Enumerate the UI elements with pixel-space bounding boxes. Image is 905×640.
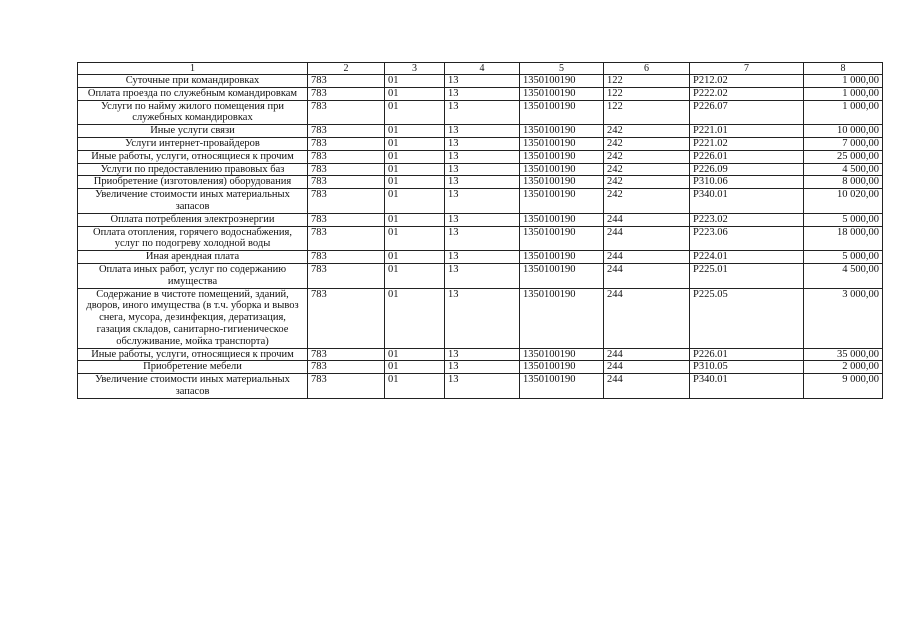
section-code-cell: 01 xyxy=(385,361,445,374)
target-article-cell: 1350100190 xyxy=(520,100,604,125)
target-article-cell: 1350100190 xyxy=(520,251,604,264)
department-code-cell: 783 xyxy=(308,75,385,88)
table-row xyxy=(78,137,883,150)
section-code-cell: 01 xyxy=(385,189,445,214)
expense-name-cell: Иные работы, услуги, относящиеся к прочим xyxy=(78,348,308,361)
expense-type-cell: 242 xyxy=(604,189,690,214)
cost-code-cell: Р226.01 xyxy=(690,348,804,361)
expense-name-cell: Иные услуги связи xyxy=(78,125,308,138)
column-number-4: 4 xyxy=(445,63,520,75)
cost-code-cell: Р224.01 xyxy=(690,251,804,264)
section-code-cell: 01 xyxy=(385,100,445,125)
target-article-cell: 1350100190 xyxy=(520,288,604,348)
expense-name-cell: Услуги по предоставлению правовых баз xyxy=(78,163,308,176)
expense-type-cell: 244 xyxy=(604,288,690,348)
expense-type-cell: 244 xyxy=(604,226,690,251)
department-code-cell: 783 xyxy=(308,251,385,264)
target-article-cell: 1350100190 xyxy=(520,163,604,176)
expense-name-cell: Приобретение мебели xyxy=(78,361,308,374)
expense-type-cell: 244 xyxy=(604,361,690,374)
cost-code-cell: Р310.05 xyxy=(690,361,804,374)
department-code-cell: 783 xyxy=(308,125,385,138)
section-code-cell: 01 xyxy=(385,374,445,399)
cost-code-cell: Р310.06 xyxy=(690,176,804,189)
column-number-3: 3 xyxy=(385,63,445,75)
table-row xyxy=(78,87,883,100)
subsection-code-cell: 13 xyxy=(445,189,520,214)
expense-name-cell: Иные работы, услуги, относящиеся к прочим xyxy=(78,150,308,163)
target-article-cell: 1350100190 xyxy=(520,213,604,226)
expense-name-cell: Приобретение (изготовления) оборудования xyxy=(78,176,308,189)
department-code-cell: 783 xyxy=(308,100,385,125)
department-code-cell: 783 xyxy=(308,189,385,214)
cost-code-cell: Р340.01 xyxy=(690,189,804,214)
section-code-cell: 01 xyxy=(385,263,445,288)
department-code-cell: 783 xyxy=(308,374,385,399)
subsection-code-cell: 13 xyxy=(445,374,520,399)
target-article-cell: 1350100190 xyxy=(520,125,604,138)
subsection-code-cell: 13 xyxy=(445,100,520,125)
amount-cell: 3 000,00 xyxy=(804,288,883,348)
target-article-cell: 1350100190 xyxy=(520,87,604,100)
expense-name-cell: Оплата отопления, горячего водоснабжения, услуг по подогреву холодной воды xyxy=(78,226,308,251)
amount-cell: 10 000,00 xyxy=(804,125,883,138)
section-code-cell: 01 xyxy=(385,137,445,150)
department-code-cell: 783 xyxy=(308,348,385,361)
expense-name-cell: Иная арендная плата xyxy=(78,251,308,264)
expense-name-cell: Увеличение стоимости иных материальных запасов xyxy=(78,374,308,399)
amount-cell: 8 000,00 xyxy=(804,176,883,189)
subsection-code-cell: 13 xyxy=(445,251,520,264)
expense-type-cell: 122 xyxy=(604,75,690,88)
section-code-cell: 01 xyxy=(385,87,445,100)
table-row xyxy=(78,189,883,214)
department-code-cell: 783 xyxy=(308,176,385,189)
column-number-row xyxy=(78,63,883,75)
amount-cell: 35 000,00 xyxy=(804,348,883,361)
table-row xyxy=(78,150,883,163)
amount-cell: 1 000,00 xyxy=(804,75,883,88)
cost-code-cell: Р221.02 xyxy=(690,137,804,150)
cost-code-cell: Р226.01 xyxy=(690,150,804,163)
amount-cell: 1 000,00 xyxy=(804,100,883,125)
expense-type-cell: 242 xyxy=(604,137,690,150)
subsection-code-cell: 13 xyxy=(445,75,520,88)
target-article-cell: 1350100190 xyxy=(520,75,604,88)
section-code-cell: 01 xyxy=(385,348,445,361)
subsection-code-cell: 13 xyxy=(445,163,520,176)
expense-type-cell: 244 xyxy=(604,263,690,288)
section-code-cell: 01 xyxy=(385,288,445,348)
expense-name-cell: Суточные при командировках xyxy=(78,75,308,88)
column-number-6: 6 xyxy=(604,63,690,75)
subsection-code-cell: 13 xyxy=(445,87,520,100)
amount-cell: 5 000,00 xyxy=(804,213,883,226)
amount-cell: 4 500,00 xyxy=(804,163,883,176)
subsection-code-cell: 13 xyxy=(445,288,520,348)
subsection-code-cell: 13 xyxy=(445,348,520,361)
amount-cell: 7 000,00 xyxy=(804,137,883,150)
column-number-7: 7 xyxy=(690,63,804,75)
target-article-cell: 1350100190 xyxy=(520,137,604,150)
cost-code-cell: Р221.01 xyxy=(690,125,804,138)
expense-type-cell: 244 xyxy=(604,348,690,361)
department-code-cell: 783 xyxy=(308,87,385,100)
target-article-cell: 1350100190 xyxy=(520,361,604,374)
budget-document xyxy=(77,62,883,399)
subsection-code-cell: 13 xyxy=(445,263,520,288)
amount-cell: 18 000,00 xyxy=(804,226,883,251)
cost-code-cell: Р223.06 xyxy=(690,226,804,251)
target-article-cell: 1350100190 xyxy=(520,374,604,399)
expense-type-cell: 242 xyxy=(604,176,690,189)
section-code-cell: 01 xyxy=(385,213,445,226)
amount-cell: 5 000,00 xyxy=(804,251,883,264)
department-code-cell: 783 xyxy=(308,288,385,348)
column-number-5: 5 xyxy=(520,63,604,75)
cost-code-cell: Р340.01 xyxy=(690,374,804,399)
department-code-cell: 783 xyxy=(308,361,385,374)
expense-type-cell: 244 xyxy=(604,251,690,264)
expense-name-cell: Оплата потребления электроэнергии xyxy=(78,213,308,226)
amount-cell: 2 000,00 xyxy=(804,361,883,374)
department-code-cell: 783 xyxy=(308,150,385,163)
expense-type-cell: 122 xyxy=(604,87,690,100)
target-article-cell: 1350100190 xyxy=(520,189,604,214)
column-number-8: 8 xyxy=(804,63,883,75)
subsection-code-cell: 13 xyxy=(445,176,520,189)
table-row xyxy=(78,288,883,348)
expense-type-cell: 244 xyxy=(604,213,690,226)
expense-name-cell: Оплата иных работ, услуг по содержанию имущества xyxy=(78,263,308,288)
subsection-code-cell: 13 xyxy=(445,137,520,150)
table-row xyxy=(78,163,883,176)
table-row xyxy=(78,251,883,264)
expense-type-cell: 244 xyxy=(604,374,690,399)
table-row xyxy=(78,75,883,88)
cost-code-cell: Р212.02 xyxy=(690,75,804,88)
subsection-code-cell: 13 xyxy=(445,226,520,251)
target-article-cell: 1350100190 xyxy=(520,176,604,189)
expense-type-cell: 242 xyxy=(604,150,690,163)
section-code-cell: 01 xyxy=(385,176,445,189)
target-article-cell: 1350100190 xyxy=(520,263,604,288)
budget-table xyxy=(77,62,883,399)
table-row xyxy=(78,100,883,125)
department-code-cell: 783 xyxy=(308,263,385,288)
cost-code-cell: Р226.09 xyxy=(690,163,804,176)
amount-cell: 1 000,00 xyxy=(804,87,883,100)
target-article-cell: 1350100190 xyxy=(520,348,604,361)
department-code-cell: 783 xyxy=(308,163,385,176)
cost-code-cell: Р223.02 xyxy=(690,213,804,226)
target-article-cell: 1350100190 xyxy=(520,226,604,251)
column-number-1: 1 xyxy=(78,63,308,75)
target-article-cell: 1350100190 xyxy=(520,150,604,163)
department-code-cell: 783 xyxy=(308,226,385,251)
table-row xyxy=(78,226,883,251)
subsection-code-cell: 13 xyxy=(445,150,520,163)
amount-cell: 9 000,00 xyxy=(804,374,883,399)
expense-name-cell: Услуги интернет-провайдеров xyxy=(78,137,308,150)
amount-cell: 4 500,00 xyxy=(804,263,883,288)
section-code-cell: 01 xyxy=(385,150,445,163)
expense-type-cell: 242 xyxy=(604,163,690,176)
cost-code-cell: Р225.01 xyxy=(690,263,804,288)
cost-code-cell: Р225.05 xyxy=(690,288,804,348)
expense-name-cell: Увеличение стоимости иных материальных запасов xyxy=(78,189,308,214)
cost-code-cell: Р226.07 xyxy=(690,100,804,125)
expense-name-cell: Содержание в чистоте помещений, зданий, дворов, иного имущества (в т.ч. уборка и вывоз снега, мусора, дезинфекция, дератизация, газация складов, санитарно-гигиеническое обслуживание, мойка транспорта) xyxy=(78,288,308,348)
section-code-cell: 01 xyxy=(385,125,445,138)
table-row xyxy=(78,348,883,361)
section-code-cell: 01 xyxy=(385,251,445,264)
amount-cell: 25 000,00 xyxy=(804,150,883,163)
department-code-cell: 783 xyxy=(308,213,385,226)
expense-type-cell: 122 xyxy=(604,100,690,125)
column-number-2: 2 xyxy=(308,63,385,75)
table-row xyxy=(78,125,883,138)
amount-cell: 10 020,00 xyxy=(804,189,883,214)
subsection-code-cell: 13 xyxy=(445,213,520,226)
table-row xyxy=(78,361,883,374)
expense-name-cell: Оплата проезда по служебным командировкам xyxy=(78,87,308,100)
subsection-code-cell: 13 xyxy=(445,361,520,374)
section-code-cell: 01 xyxy=(385,75,445,88)
department-code-cell: 783 xyxy=(308,137,385,150)
expense-type-cell: 242 xyxy=(604,125,690,138)
table-row xyxy=(78,374,883,399)
section-code-cell: 01 xyxy=(385,163,445,176)
subsection-code-cell: 13 xyxy=(445,125,520,138)
table-row xyxy=(78,263,883,288)
table-row xyxy=(78,176,883,189)
expense-name-cell: Услуги по найму жилого помещения при служебных командировках xyxy=(78,100,308,125)
section-code-cell: 01 xyxy=(385,226,445,251)
table-row xyxy=(78,213,883,226)
cost-code-cell: Р222.02 xyxy=(690,87,804,100)
